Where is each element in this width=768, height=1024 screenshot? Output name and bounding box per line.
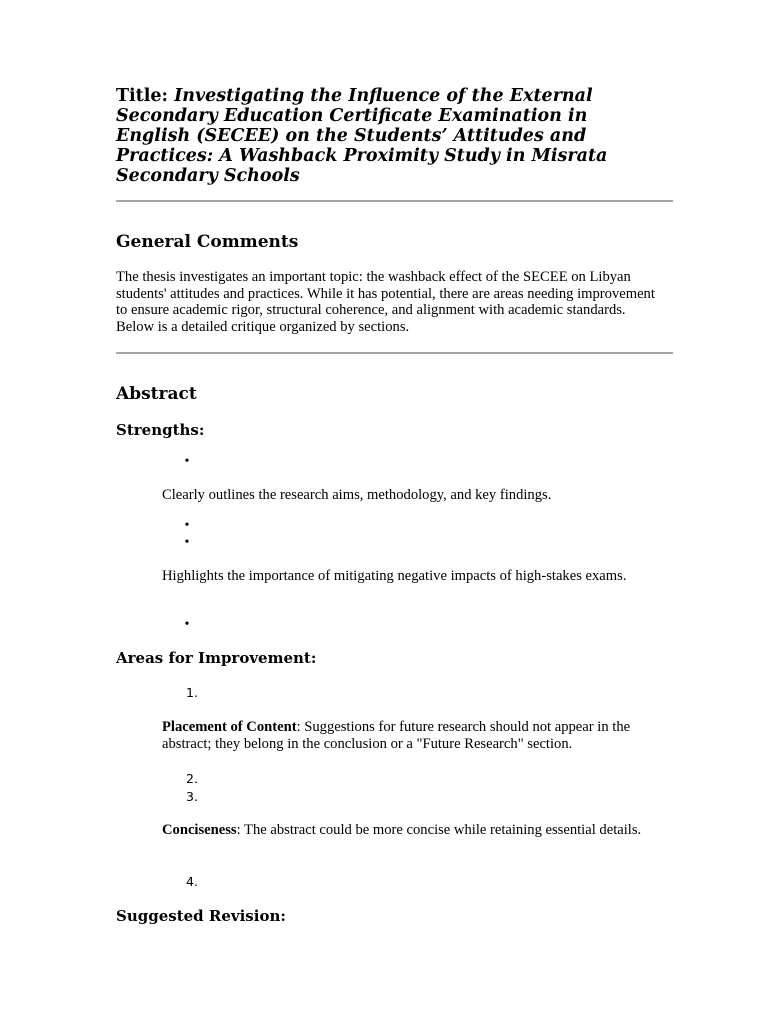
suggested-revision-heading-text: Suggested Revision: [116, 907, 281, 925]
strength-item: Highlights the importance of mitigating negative impacts of high-stakes exams.: [162, 568, 627, 584]
divider-1: [116, 200, 673, 202]
improvement-colon: :: [310, 649, 317, 667]
strength-item: Clearly outlines the research aims, methodology, and key findings.: [162, 487, 552, 503]
improvement-text: : The abstract could be more concise while retaining essential details.: [236, 822, 642, 838]
bullet-marker: •: [184, 617, 190, 632]
list-number: 2.: [186, 771, 198, 786]
bullet-marker: •: [184, 535, 190, 550]
suggested-revision-heading: [116, 907, 286, 925]
title-label: Title:: [116, 86, 168, 106]
suggested-revision-colon: :: [280, 907, 286, 925]
improvement-item: [162, 719, 652, 752]
bullet-marker: •: [184, 454, 190, 469]
strengths-heading-text: Strengths: [116, 421, 199, 439]
list-number: 3.: [186, 789, 198, 804]
improvement-label: Conciseness: [162, 822, 237, 838]
improvement-heading: [116, 649, 316, 667]
improvement-text: : Suggestions for future research should not appear in the abstract; they belong in the conclusion or a "Future Research" section.: [162, 719, 631, 752]
general-comments-paragraph: The thesis investigates an important topic: the washback effect of the SECEE on Libyan students' attitudes and practices. While it has potential, there are areas needing improvement to ensure academic rigor, structural coherence, and alignment with academic standards. Below is a detailed critique organized by sections.: [116, 269, 655, 335]
document-title: [116, 86, 636, 186]
abstract-heading: Abstract: [116, 384, 197, 404]
bullet-marker: •: [184, 518, 190, 533]
title-text: Investigating the Influence of the External Secondary Education Certificate Examination in English (SECEE) on the Students’ Attitudes and Practices: A Washback Proximity Study in Misrata Secondary Schools: [116, 86, 608, 186]
divider-2: [116, 352, 673, 354]
general-comments-heading: General Comments: [116, 232, 299, 252]
strengths-colon: :: [198, 421, 205, 439]
list-number: 1.: [186, 685, 198, 700]
improvement-label: Placement of Content: [162, 719, 297, 735]
improvement-item: [162, 822, 652, 839]
improvement-heading-text: Areas for Improvement: [116, 649, 311, 667]
list-number: 4.: [186, 874, 198, 889]
strengths-heading: [116, 421, 204, 439]
